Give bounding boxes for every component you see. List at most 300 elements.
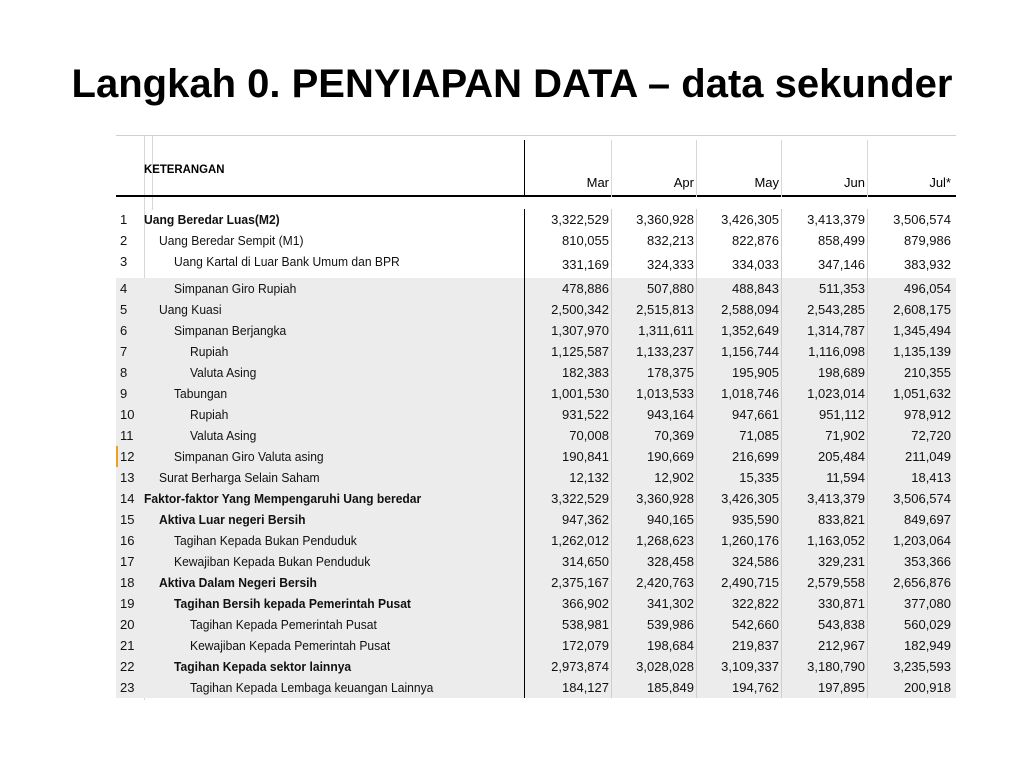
cell-gridline (696, 635, 697, 656)
row-value-jul: 383,932 (904, 257, 951, 272)
row-value-apr: 943,164 (647, 407, 694, 422)
row-value-mar: 366,902 (562, 596, 609, 611)
table-row (116, 656, 956, 677)
row-number: 18 (120, 575, 135, 590)
row-value-apr: 507,880 (647, 281, 694, 296)
label-separator (524, 677, 525, 698)
header-column-gridline (867, 140, 868, 197)
row-value-apr: 1,268,623 (636, 533, 694, 548)
row-label: Tagihan Bersih kepada Pemerintah Pusat (174, 596, 411, 611)
row-label: Simpanan Giro Rupiah (174, 281, 297, 296)
row-value-may: 195,905 (732, 365, 779, 380)
table-row (116, 509, 956, 530)
row-value-may: 322,822 (732, 596, 779, 611)
cell-gridline (867, 467, 868, 488)
row-value-apr: 341,302 (647, 596, 694, 611)
cell-gridline (611, 614, 612, 635)
row-value-mar: 184,127 (562, 680, 609, 695)
label-separator (524, 614, 525, 635)
cell-gridline (611, 362, 612, 383)
table-row (116, 230, 956, 251)
cell-gridline (781, 509, 782, 530)
cell-gridline (611, 530, 612, 551)
cell-gridline (781, 404, 782, 425)
row-value-mar: 70,008 (569, 428, 609, 443)
label-separator (524, 593, 525, 614)
row-value-jun: 833,821 (818, 512, 865, 527)
cell-gridline (867, 509, 868, 530)
label-separator (524, 488, 525, 509)
row-label: Kewajiban Kepada Bukan Penduduk (174, 554, 371, 569)
row-number: 7 (120, 344, 128, 359)
table-row (116, 299, 956, 320)
label-separator (524, 362, 525, 383)
row-value-may: 3,109,337 (721, 659, 779, 674)
row-value-mar: 3,322,529 (551, 491, 609, 506)
row-value-apr: 12,902 (654, 470, 694, 485)
row-value-jul: 72,720 (911, 428, 951, 443)
label-separator (524, 209, 525, 230)
cell-gridline (611, 341, 612, 362)
row-label: Uang Kartal di Luar Bank Umum dan BPR (174, 254, 400, 269)
row-value-mar: 172,079 (562, 638, 609, 653)
cell-gridline (611, 551, 612, 572)
row-value-apr: 940,165 (647, 512, 694, 527)
row-value-apr: 198,684 (647, 638, 694, 653)
row-value-may: 194,762 (732, 680, 779, 695)
cell-gridline (611, 383, 612, 404)
row-marker (116, 446, 118, 467)
cell-gridline (867, 593, 868, 614)
row-number: 6 (120, 323, 128, 338)
row-value-mar: 12,132 (569, 470, 609, 485)
row-value-jul: 1,345,494 (893, 323, 951, 338)
cell-gridline (611, 299, 612, 320)
cell-gridline (696, 320, 697, 341)
row-number: 1 (120, 212, 128, 227)
row-value-jun: 11,594 (826, 470, 865, 485)
row-value-jun: 3,413,379 (807, 212, 865, 227)
cell-gridline (611, 677, 612, 698)
row-label: Aktiva Luar negeri Bersih (159, 512, 306, 527)
row-value-apr: 1,013,533 (636, 386, 694, 401)
row-value-mar: 931,522 (562, 407, 609, 422)
cell-gridline (781, 446, 782, 467)
row-value-may: 1,018,746 (721, 386, 779, 401)
header-column-gridline (781, 140, 782, 197)
cell-gridline (781, 230, 782, 251)
row-label: Uang Kuasi (159, 302, 222, 317)
cell-gridline (781, 383, 782, 404)
cell-gridline (781, 551, 782, 572)
cell-gridline (781, 209, 782, 230)
row-value-may: 3,426,305 (721, 491, 779, 506)
row-number: 2 (120, 233, 128, 248)
row-value-may: 1,260,176 (721, 533, 779, 548)
row-value-jun: 1,116,098 (808, 344, 865, 359)
cell-gridline (611, 593, 612, 614)
row-label: Valuta Asing (190, 428, 257, 443)
row-value-mar: 1,262,012 (551, 533, 609, 548)
table-row (116, 530, 956, 551)
cell-gridline (781, 488, 782, 509)
row-label: Faktor-faktor Yang Mempengaruhi Uang beredar (144, 491, 422, 506)
row-number: 23 (120, 680, 135, 695)
cell-gridline (611, 404, 612, 425)
row-number: 22 (120, 659, 135, 674)
cell-gridline (781, 251, 782, 278)
row-value-jun: 1,023,014 (807, 386, 865, 401)
cell-gridline (781, 635, 782, 656)
row-label: Tagihan Kepada Bukan Penduduk (174, 533, 357, 548)
table-row (116, 278, 956, 299)
row-label: Valuta Asing (190, 365, 257, 380)
row-number: 20 (120, 617, 135, 632)
row-value-jun: 2,579,558 (807, 575, 865, 590)
cell-gridline (696, 677, 697, 698)
row-value-jul: 3,506,574 (893, 491, 951, 506)
row-number: 3 (120, 254, 128, 269)
label-separator (524, 320, 525, 341)
row-value-may: 216,699 (732, 449, 779, 464)
table-row (116, 446, 956, 467)
cell-gridline (696, 230, 697, 251)
row-label: Aktiva Dalam Negeri Bersih (159, 575, 317, 590)
row-value-mar: 1,001,530 (551, 386, 609, 401)
label-separator (524, 278, 525, 299)
cell-gridline (696, 509, 697, 530)
cell-gridline (781, 614, 782, 635)
cell-gridline (781, 467, 782, 488)
table-row (116, 341, 956, 362)
row-value-may: 71,085 (739, 428, 779, 443)
row-value-jul: 182,949 (904, 638, 951, 653)
label-separator (524, 230, 525, 251)
row-value-jul: 353,366 (904, 554, 951, 569)
label-separator (524, 299, 525, 320)
cell-gridline (867, 635, 868, 656)
cell-gridline (611, 635, 612, 656)
row-value-jul: 377,080 (904, 596, 951, 611)
table-row (116, 320, 956, 341)
cell-gridline (611, 488, 612, 509)
cell-gridline (611, 572, 612, 593)
cell-gridline (781, 530, 782, 551)
cell-gridline (867, 320, 868, 341)
row-value-jul: 3,235,593 (893, 659, 951, 674)
cell-gridline (867, 230, 868, 251)
label-separator (524, 251, 525, 278)
row-label: Uang Beredar Sempit (M1) (159, 233, 304, 248)
spreadsheet-table (116, 135, 956, 700)
row-value-may: 542,660 (732, 617, 779, 632)
row-label: Rupiah (190, 407, 229, 422)
cell-gridline (696, 551, 697, 572)
row-value-jun: 1,163,052 (807, 533, 865, 548)
row-value-jun: 198,689 (818, 365, 865, 380)
cell-gridline (867, 383, 868, 404)
row-value-apr: 832,213 (647, 233, 694, 248)
row-value-apr: 190,669 (647, 449, 694, 464)
cell-gridline (611, 209, 612, 230)
cell-gridline (781, 425, 782, 446)
label-separator (524, 551, 525, 572)
cell-gridline (611, 467, 612, 488)
row-number: 4 (120, 281, 128, 296)
cell-gridline (867, 488, 868, 509)
row-number: 19 (120, 596, 135, 611)
cell-gridline (867, 209, 868, 230)
row-value-jun: 511,353 (818, 281, 865, 296)
cell-gridline (696, 404, 697, 425)
row-value-jul: 210,355 (904, 365, 951, 380)
table-row (116, 635, 956, 656)
cell-gridline (611, 425, 612, 446)
row-value-jun: 205,484 (818, 449, 865, 464)
row-label: Rupiah (190, 344, 229, 359)
cell-gridline (867, 656, 868, 677)
table-row (116, 614, 956, 635)
cell-gridline (781, 572, 782, 593)
header-keterangan: KETERANGAN (144, 162, 225, 176)
label-separator (524, 530, 525, 551)
row-value-apr: 178,375 (647, 365, 694, 380)
row-value-jul: 18,413 (911, 470, 951, 485)
row-value-apr: 328,458 (647, 554, 694, 569)
row-value-jun: 543,838 (818, 617, 865, 632)
table-row (116, 404, 956, 425)
row-value-mar: 810,055 (562, 233, 609, 248)
slide-title: Langkah 0. PENYIAPAN DATA – data sekunder (71, 62, 953, 106)
cell-gridline (781, 362, 782, 383)
cell-gridline (611, 656, 612, 677)
row-value-mar: 3,322,529 (551, 212, 609, 227)
row-value-apr: 3,028,028 (636, 659, 694, 674)
row-value-apr: 1,311,611 (638, 323, 694, 338)
cell-gridline (867, 530, 868, 551)
cell-gridline (867, 341, 868, 362)
cell-gridline (781, 593, 782, 614)
cell-gridline (696, 530, 697, 551)
row-value-jul: 560,029 (904, 617, 951, 632)
cell-gridline (867, 677, 868, 698)
row-value-apr: 324,333 (647, 257, 694, 272)
row-value-jun: 2,543,285 (807, 302, 865, 317)
row-number: 17 (120, 554, 135, 569)
row-value-apr: 3,360,928 (636, 491, 694, 506)
row-value-jun: 1,314,787 (807, 323, 865, 338)
row-value-jun: 329,231 (818, 554, 865, 569)
row-number: 5 (120, 302, 128, 317)
header-column-gridline (611, 140, 612, 197)
cell-gridline (696, 656, 697, 677)
row-value-apr: 3,360,928 (636, 212, 694, 227)
month-header: May (754, 175, 779, 190)
month-header: Jun (844, 175, 865, 190)
row-number: 21 (120, 638, 135, 653)
row-value-may: 2,490,715 (721, 575, 779, 590)
row-value-jun: 3,180,790 (807, 659, 865, 674)
row-value-jun: 71,902 (825, 428, 865, 443)
cell-gridline (781, 656, 782, 677)
table-row (116, 551, 956, 572)
row-value-jul: 1,135,139 (893, 344, 951, 359)
row-value-jul: 211,049 (904, 449, 951, 464)
row-number: 9 (120, 386, 128, 401)
row-value-jun: 330,871 (818, 596, 865, 611)
row-value-apr: 2,420,763 (636, 575, 694, 590)
cell-gridline (867, 446, 868, 467)
row-value-apr: 2,515,813 (636, 302, 694, 317)
row-value-apr: 185,849 (647, 680, 694, 695)
cell-gridline (781, 320, 782, 341)
table-row (116, 383, 956, 404)
row-value-mar: 1,125,587 (551, 344, 609, 359)
table-row (116, 677, 956, 698)
cell-gridline (611, 251, 612, 278)
row-value-may: 3,426,305 (721, 212, 779, 227)
row-value-jul: 2,608,175 (893, 302, 951, 317)
row-number: 15 (120, 512, 135, 527)
row-value-jul: 849,697 (904, 512, 951, 527)
row-label: Uang Beredar Luas(M2) (144, 212, 280, 227)
cell-gridline (696, 572, 697, 593)
row-value-jul: 2,656,876 (893, 575, 951, 590)
row-value-jun: 197,895 (818, 680, 865, 695)
row-value-may: 219,837 (732, 638, 779, 653)
row-value-may: 334,033 (732, 257, 779, 272)
row-label: Tagihan Kepada Pemerintah Pusat (190, 617, 377, 632)
cell-gridline (696, 299, 697, 320)
row-value-may: 822,876 (732, 233, 779, 248)
row-number: 12 (120, 449, 135, 464)
row-label: Tagihan Kepada Lembaga keuangan Lainnya (190, 680, 434, 695)
cell-gridline (781, 677, 782, 698)
header-column-gridline (696, 140, 697, 197)
row-value-may: 2,588,094 (721, 302, 779, 317)
cell-gridline (696, 383, 697, 404)
row-value-may: 935,590 (732, 512, 779, 527)
table-row (116, 251, 956, 278)
cell-gridline (696, 425, 697, 446)
row-number: 14 (120, 491, 135, 506)
cell-gridline (867, 425, 868, 446)
label-separator (524, 509, 525, 530)
row-value-apr: 539,986 (647, 617, 694, 632)
row-value-may: 324,586 (732, 554, 779, 569)
row-value-may: 15,335 (739, 470, 779, 485)
row-value-mar: 190,841 (562, 449, 609, 464)
row-label: Tagihan Kepada sektor lainnya (174, 659, 352, 674)
table-row (116, 593, 956, 614)
cell-gridline (781, 341, 782, 362)
row-value-mar: 478,886 (562, 281, 609, 296)
label-separator (524, 446, 525, 467)
row-value-apr: 1,133,237 (636, 344, 694, 359)
row-value-may: 1,352,649 (721, 323, 779, 338)
cell-gridline (696, 278, 697, 299)
cell-gridline (781, 299, 782, 320)
table-row (116, 209, 956, 230)
table-header (116, 140, 956, 197)
label-separator (524, 404, 525, 425)
label-separator (524, 467, 525, 488)
cell-gridline (867, 572, 868, 593)
row-label: Surat Berharga Selain Saham (159, 470, 320, 485)
label-separator (524, 383, 525, 404)
cell-gridline (696, 593, 697, 614)
row-value-mar: 2,973,874 (551, 659, 609, 674)
row-label: Tabungan (174, 386, 228, 401)
cell-gridline (867, 404, 868, 425)
row-number: 10 (120, 407, 135, 422)
cell-gridline (611, 509, 612, 530)
cell-gridline (611, 278, 612, 299)
row-value-jul: 496,054 (904, 281, 951, 296)
table-row (116, 488, 956, 509)
cell-gridline (696, 341, 697, 362)
row-value-jun: 347,146 (818, 257, 865, 272)
cell-gridline (867, 251, 868, 278)
month-header: Apr (673, 175, 694, 190)
row-number: 8 (120, 365, 128, 380)
table-row (116, 425, 956, 446)
row-value-jul: 879,986 (904, 233, 951, 248)
month-header: Jul* (929, 175, 951, 190)
cell-gridline (696, 446, 697, 467)
row-value-mar: 538,981 (562, 617, 609, 632)
cell-gridline (696, 614, 697, 635)
cell-gridline (867, 362, 868, 383)
cell-gridline (696, 251, 697, 278)
row-value-jul: 1,203,064 (893, 533, 951, 548)
row-label: Kewajiban Kepada Pemerintah Pusat (190, 638, 391, 653)
cell-gridline (867, 278, 868, 299)
row-value-jun: 212,967 (818, 638, 865, 653)
cell-gridline (867, 551, 868, 572)
row-value-may: 488,843 (732, 281, 779, 296)
cell-gridline (611, 320, 612, 341)
row-value-jun: 858,499 (818, 233, 865, 248)
cell-gridline (611, 446, 612, 467)
row-number: 16 (120, 533, 135, 548)
row-value-mar: 331,169 (562, 257, 609, 272)
row-value-mar: 1,307,970 (551, 323, 609, 338)
label-separator (524, 656, 525, 677)
row-number: 11 (120, 428, 134, 443)
cell-gridline (696, 488, 697, 509)
row-value-jun: 3,413,379 (807, 491, 865, 506)
row-value-jul: 3,506,574 (893, 212, 951, 227)
row-label: Simpanan Giro Valuta asing (174, 449, 324, 464)
table-row (116, 572, 956, 593)
cell-gridline (611, 230, 612, 251)
row-value-mar: 314,650 (562, 554, 609, 569)
label-separator (524, 341, 525, 362)
cell-gridline (696, 362, 697, 383)
row-value-apr: 70,369 (654, 428, 694, 443)
cell-gridline (867, 299, 868, 320)
row-value-may: 1,156,744 (721, 344, 779, 359)
cell-gridline (781, 278, 782, 299)
row-number: 13 (120, 470, 135, 485)
label-separator (524, 425, 525, 446)
row-value-mar: 947,362 (562, 512, 609, 527)
row-value-jun: 951,112 (818, 407, 865, 422)
row-value-jul: 200,918 (904, 680, 951, 695)
row-value-mar: 2,375,167 (551, 575, 609, 590)
row-value-mar: 182,383 (562, 365, 609, 380)
